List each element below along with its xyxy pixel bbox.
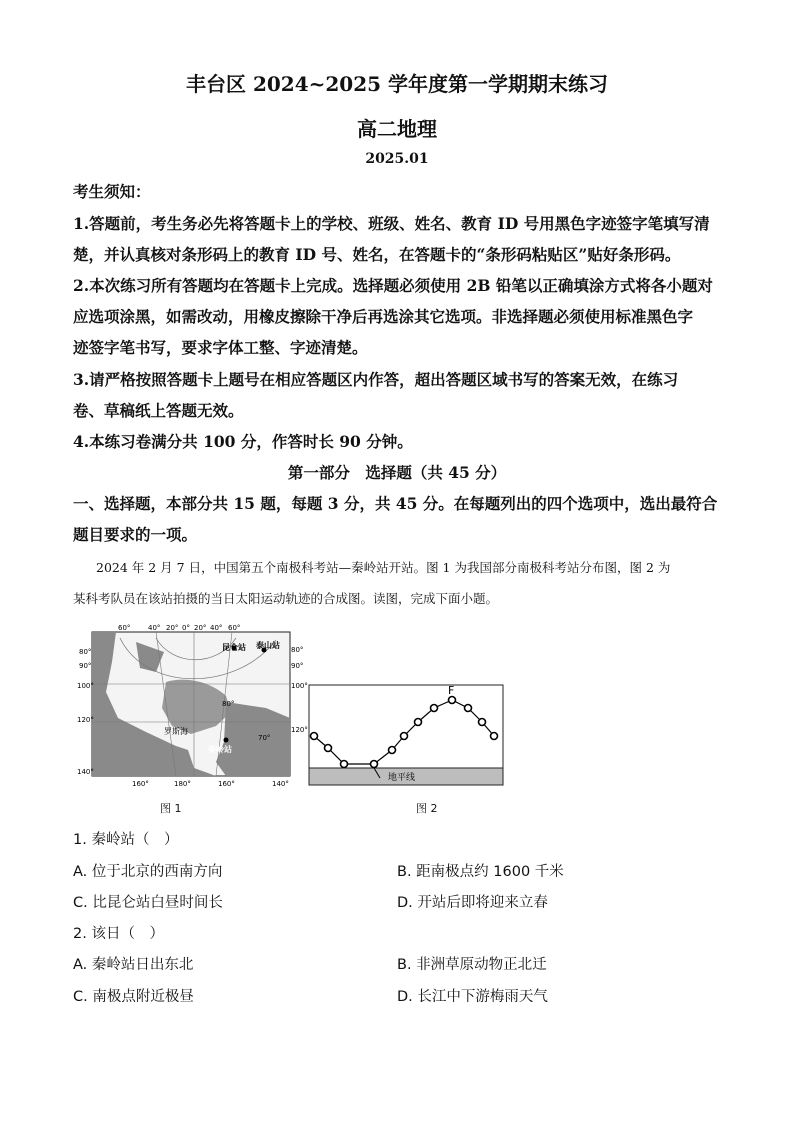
lon-label: 140° [272,780,289,788]
qinling-station-marker [224,738,229,743]
lon-label: 60° [228,624,241,632]
option-2c: C. 南极点附近极昼 [73,989,194,1005]
lat-label: 80° [222,700,235,708]
lat-label: 140° [77,768,94,776]
figure2-sun-path [308,684,504,786]
lon-label: 180° [174,780,191,788]
part1-instruction: 一、选择题，本部分共 15 题，每题 3 分，共 45 分。在每题列出的四个选项中，选出最符合 [73,494,718,513]
lat-label: 80° [291,646,304,654]
notice-line: 3.请严格按照答题卡上题号在相应答题区内作答，超出答题区域书写的答案无效，在练习 [73,370,679,389]
qinling-label: 秦岭站 [208,745,232,754]
figure1-map [76,622,310,790]
lon-label: 40° [148,624,161,632]
option-1b: B. 距南极点约 1600 千米 [397,864,564,880]
lat-label: 90° [291,662,304,670]
notice-line: 1.答题前，考生务必先将答题卡上的学校、班级、姓名、教育 ID 号用黑色字迹签字笔填写清 [73,214,710,233]
sun-position-dot [389,747,396,754]
notice-line: 卷、草稿纸上答题无效。 [73,401,244,420]
notice-heading: 考生须知： [73,182,151,201]
lat-label: 100° [77,682,94,690]
lon-label: 160° [132,780,149,788]
option-2d: D. 长江中下游梅雨天气 [397,989,548,1005]
subject-title: 高二地理 [357,117,437,141]
lon-label: 60° [118,624,131,632]
notice-line: 楚，并认真核对条形码上的教育 ID 号、姓名，在答题卡的“条形码粘贴区”贴好条形码。 [73,245,681,264]
sun-position-dot [311,733,318,740]
notice-line: 2.本次练习所有答题均在答题卡上完成。选择题必须使用 2B 铅笔以正确填涂方式将各小题对 [73,276,713,295]
exam-date: 2025.01 [365,151,429,167]
sun-position-dot [401,733,408,740]
sun-position-dot [431,705,438,712]
sun-position-dot [341,761,348,768]
notice-line: 迹签字笔书写，要求字体工整、字迹清楚。 [73,338,368,357]
lon-label: 40° [210,624,223,632]
lon-label: 20° [166,624,179,632]
option-1a: A. 位于北京的西南方向 [73,864,223,880]
lat-label: 120° [77,716,94,724]
sun-position-dot [325,745,332,752]
point-f-label: F [448,684,455,697]
lat-label: 80° [79,648,92,656]
lon-label: 20° [194,624,207,632]
part1-instruction: 题目要求的一项。 [73,525,198,544]
taishan-label: 泰山站 [256,641,280,650]
lat-label: 70° [258,734,271,742]
option-1d: D. 开站后即将迎来立春 [397,895,548,911]
lat-label: 90° [79,662,92,670]
lon-label: 0° [182,624,190,632]
horizon-label: 地平线 [388,773,416,783]
lat-label: 100° [291,682,308,690]
sun-position-dot [479,719,486,726]
figure2-caption: 图 2 [416,802,438,815]
question-stem-1: 1. 秦岭站（ ） [73,832,179,848]
sun-position-dot [491,733,498,740]
exam-title: 丰台区 2024~2025 学年度第一学期期末练习 [185,72,608,96]
lat-label: 120° [291,726,308,734]
lon-label: 160° [218,780,235,788]
sun-position-dot [465,705,472,712]
notice-line: 应选项涂黑，如需改动，用橡皮擦除干净后再选涂其它选项。非选择题必须使用标准黑色字 [73,307,694,326]
sun-position-dot [449,697,456,704]
option-2a: A. 秦岭站日出东北 [73,957,194,973]
figure1-caption: 图 1 [160,802,182,815]
option-1c: C. 比昆仑站白昼时间长 [73,895,223,911]
notice-line: 4.本练习卷满分共 100 分，作答时长 90 分钟。 [73,432,413,451]
part1-title: 第一部分 选择题（共 45 分） [287,463,507,482]
option-2b: B. 非洲草原动物正北迁 [397,957,547,973]
passage-line: 2024 年 2 月 7 日，中国第五个南极科考站—秦岭站开站。图 1 为我国部分南极科考站分布图，图 2 为 [96,560,671,575]
kunlun-label: 昆仑站 [222,643,246,652]
ross-sea-label: 罗斯海 [164,727,188,736]
question-stem-2: 2. 该日（ ） [73,926,164,942]
passage-line: 某科考队员在该站拍摄的当日太阳运动轨迹的合成图。读图，完成下面小题。 [73,591,499,606]
sun-position-dot [415,719,422,726]
sun-position-dot [371,761,378,768]
